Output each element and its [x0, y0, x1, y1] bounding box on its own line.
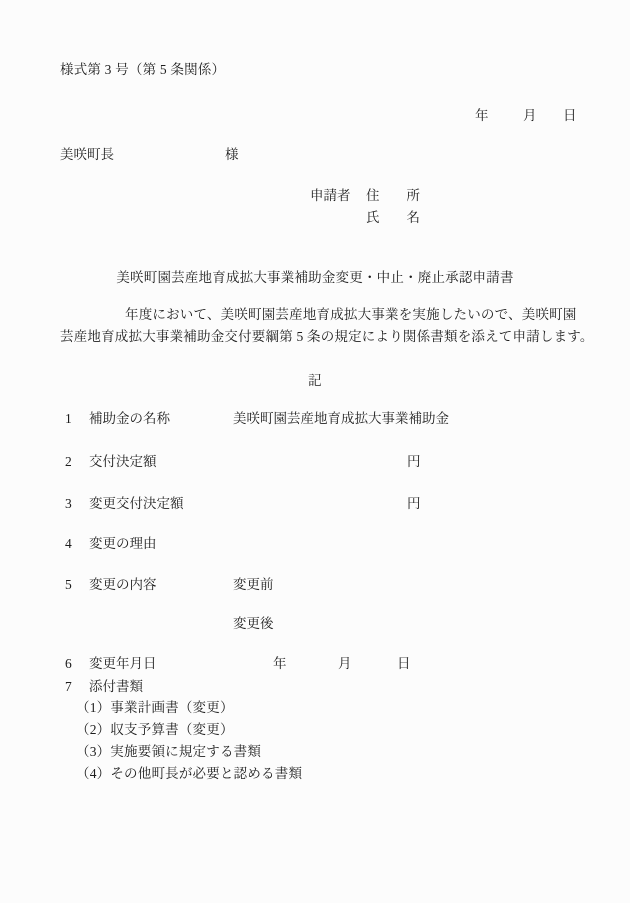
item-1-value: 美咲町園芸産地育成拡大事業補助金	[233, 411, 449, 426]
item-5-label: 変更の内容	[89, 577, 157, 592]
header-date-day-label: 日	[563, 108, 577, 123]
attachment-item-4: （4）その他町長が必要と認める書類	[76, 766, 303, 781]
item-2-yen-unit: 円	[407, 454, 421, 469]
item-6-number: 6	[65, 656, 72, 671]
attachment-item-1: （1）事業計画書（変更）	[76, 700, 234, 715]
item-6-label: 変更年月日	[89, 656, 157, 671]
item-4-label: 変更の理由	[89, 536, 157, 551]
item-1-label: 補助金の名称	[89, 411, 170, 426]
body-paragraph-line1: 年度において、美咲町園芸産地育成拡大事業を実施したいので、美咲町園	[125, 307, 577, 322]
item-6-year-label: 年	[273, 656, 287, 671]
item-6-day-label: 日	[397, 656, 411, 671]
applicant-address-label: 住 所	[366, 188, 420, 203]
record-heading: 記	[308, 373, 322, 388]
item-5-number: 5	[65, 577, 72, 592]
item-6-month-label: 月	[338, 656, 352, 671]
addressee-name: 美咲町長	[60, 147, 114, 162]
item-3-number: 3	[65, 496, 72, 511]
applicant-name-label: 氏 名	[366, 210, 420, 225]
item-4-number: 4	[65, 536, 72, 551]
document-title: 美咲町園芸産地育成拡大事業補助金変更・中止・廃止承認申請書	[116, 270, 514, 285]
item-1-number: 1	[65, 411, 72, 426]
attachment-item-2: （2）収支予算書（変更）	[76, 722, 234, 737]
addressee-honorific: 様	[225, 147, 239, 162]
item-7-label: 添付書類	[89, 679, 143, 694]
form-number: 様式第 3 号（第 5 条関係）	[60, 62, 226, 77]
item-2-label: 交付決定額	[89, 454, 157, 469]
item-2-number: 2	[65, 454, 72, 469]
body-paragraph-line2: 芸産地育成拡大事業補助金交付要綱第 5 条の規定により関係書類を添えて申請します。	[60, 329, 594, 344]
attachment-item-3: （3）実施要領に規定する書類	[76, 744, 262, 759]
header-date-year-label: 年	[475, 108, 489, 123]
item-5-before-change-label: 変更前	[233, 577, 274, 592]
item-7-number: 7	[65, 679, 72, 694]
item-5-after-change-label: 変更後	[233, 616, 274, 631]
applicant-label: 申請者	[310, 188, 351, 203]
item-3-yen-unit: 円	[407, 496, 421, 511]
header-date-month-label: 月	[523, 108, 537, 123]
item-3-label: 変更交付決定額	[89, 496, 184, 511]
